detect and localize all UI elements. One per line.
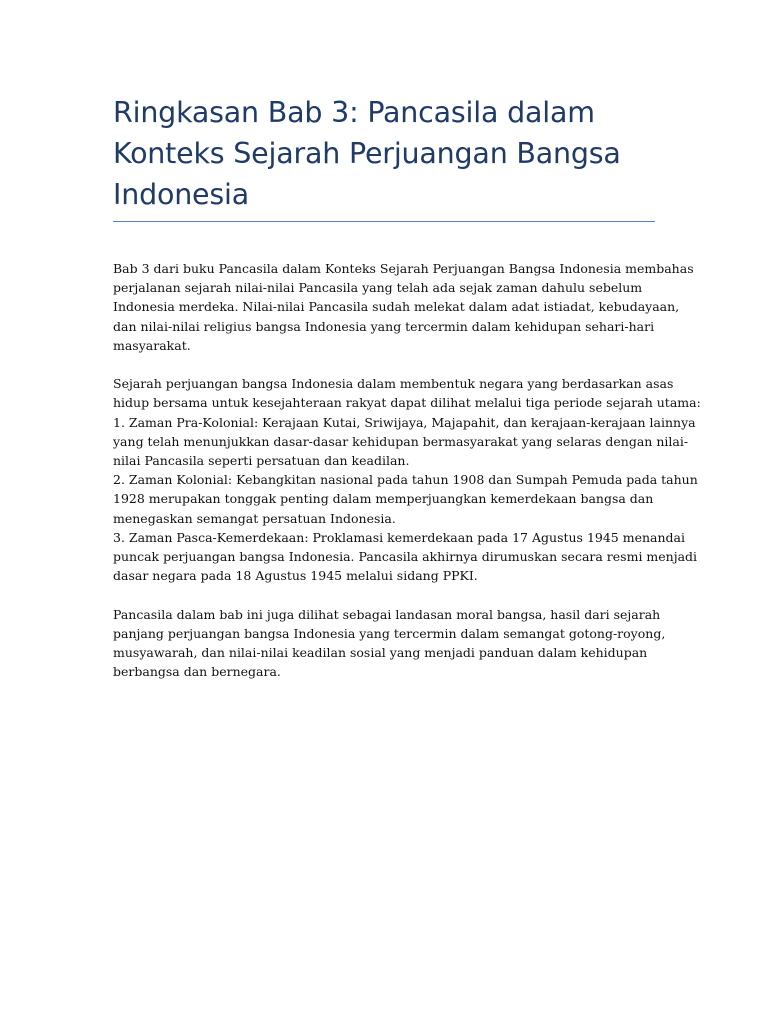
- title-line: Ringkasan Bab 3: Pancasila dalam: [113, 96, 595, 129]
- text-line: dasar negara pada 18 Agustus 1945 melalui sidang PPKI.: [113, 568, 478, 584]
- paragraph-conclusion: [113, 605, 666, 682]
- paragraph-history-periods: [113, 374, 701, 585]
- text-line: Indonesia merdeka. Nilai-nilai Pancasila sudah melekat dalam adat istiadat, kebudayaan,: [113, 299, 680, 315]
- text-line: 2. Zaman Kolonial: Kebangkitan nasional pada tahun 1908 dan Sumpah Pemuda pada tahun: [113, 472, 698, 488]
- title-line: Indonesia: [113, 178, 250, 211]
- text-line: 1. Zaman Pra-Kolonial: Kerajaan Kutai, Sriwijaya, Majapahit, dan kerajaan-kerajaan lainnya: [113, 414, 696, 430]
- text-line: dan nilai-nilai religius bangsa Indonesia yang tercermin dalam kehidupan sehari-hari: [113, 318, 655, 334]
- text-line: perjalanan sejarah nilai-nilai Pancasila yang telah ada sejak zaman dahulu sebelum: [113, 280, 643, 296]
- text-line: Sejarah perjuangan bangsa Indonesia dalam membentuk negara yang berdasarkan asas: [113, 376, 674, 392]
- title-underline-divider: [113, 221, 655, 222]
- text-line: menegaskan semangat persatuan Indonesia.: [113, 510, 396, 526]
- text-line: masyarakat.: [113, 337, 191, 353]
- document-body: [113, 259, 701, 701]
- text-line: panjang perjuangan bangsa Indonesia yang tercermin dalam semangat gotong-royong,: [113, 625, 666, 641]
- text-line: 3. Zaman Pasca-Kemerdekaan: Proklamasi kemerdekaan pada 17 Agustus 1945 menandai: [113, 529, 685, 545]
- text-line: berbangsa dan bernegara.: [113, 664, 281, 680]
- text-line: yang telah menunjukkan dasar-dasar kehidupan bermasyarakat yang selaras dengan nilai-: [113, 433, 689, 449]
- text-line: Pancasila dalam bab ini juga dilihat sebagai landasan moral bangsa, hasil dari sejarah: [113, 606, 661, 622]
- title-line: Konteks Sejarah Perjuangan Bangsa: [113, 137, 621, 170]
- text-line: hidup bersama untuk kesejahteraan rakyat dapat dilihat melalui tiga periode sejarah utama:: [113, 395, 701, 411]
- text-line: Bab 3 dari buku Pancasila dalam Konteks Sejarah Perjuangan Bangsa Indonesia membahas: [113, 261, 694, 276]
- text-line: 1928 merupakan tonggak penting dalam memperjuangkan kemerdekaan bangsa dan: [113, 491, 654, 507]
- text-line: musyawarah, dan nilai-nilai keadilan sosial yang menjadi panduan dalam kehidupan: [113, 645, 648, 661]
- text-line: nilai Pancasila seperti persatuan dan keadilan.: [113, 453, 410, 469]
- paragraph-intro: [113, 259, 694, 355]
- text-line: puncak perjuangan bangsa Indonesia. Pancasila akhirnya dirumuskan secara resmi menjadi: [113, 549, 698, 565]
- document-title: [113, 92, 658, 215]
